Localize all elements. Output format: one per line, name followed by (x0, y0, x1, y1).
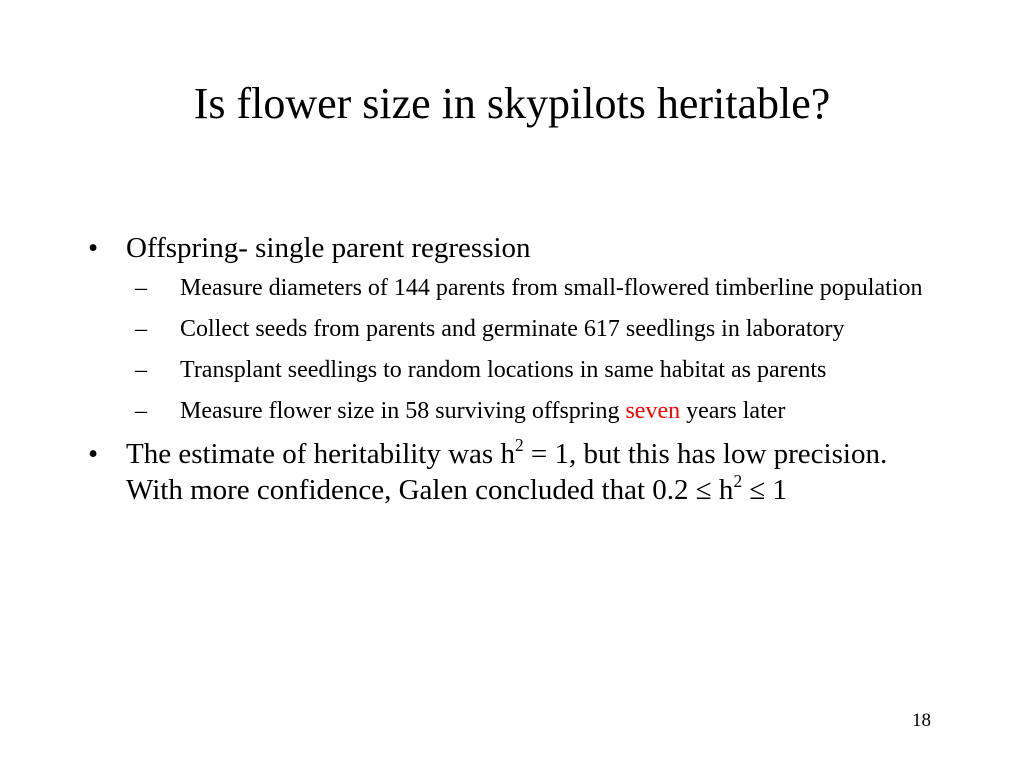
dash-icon: – (135, 398, 147, 424)
sub-bullet-item (135, 272, 948, 305)
sub-bullet-list (126, 272, 948, 428)
slide-title: Is flower size in skypilots heritable? (193, 79, 831, 128)
superscript-2: 2 (733, 470, 743, 491)
dash-icon: – (135, 316, 147, 342)
highlight-word: seven (625, 398, 681, 424)
sub-bullet-text-before: Measure flower size in 58 surviving offspring (180, 398, 626, 424)
bullet-text: Offspring- single parent regression (126, 232, 531, 264)
bullet-icon: • (88, 232, 99, 264)
dash-icon: – (135, 357, 147, 383)
page-number: 18 (912, 710, 931, 731)
sub-bullet-text: Measure diameters of 144 parents from small-flowered timberline population (180, 275, 923, 301)
heritability-text-1: The estimate of heritability was h (126, 438, 515, 470)
sub-bullet-item (135, 354, 948, 387)
bullet-item-heritability (88, 436, 948, 508)
sub-bullet-item (135, 313, 948, 346)
bullet-item-regression (88, 230, 948, 428)
bullet-icon: • (88, 438, 99, 470)
sub-bullet-item (135, 395, 948, 428)
superscript-2: 2 (514, 434, 524, 455)
sub-bullet-text: Collect seeds from parents and germinate 617 seedlings in laboratory (180, 316, 845, 342)
sub-bullet-text-after: years later (680, 398, 786, 424)
dash-icon: – (135, 275, 147, 301)
heritability-text-3: ≤ 1 (742, 474, 788, 506)
sub-bullet-text: Transplant seedlings to random locations in same habitat as parents (180, 357, 827, 383)
bullet-list (88, 230, 948, 508)
heritability-text-2: = 1, but this has low precision. With more confidence, Galen concluded that 0.2 ≤ h (126, 438, 888, 506)
